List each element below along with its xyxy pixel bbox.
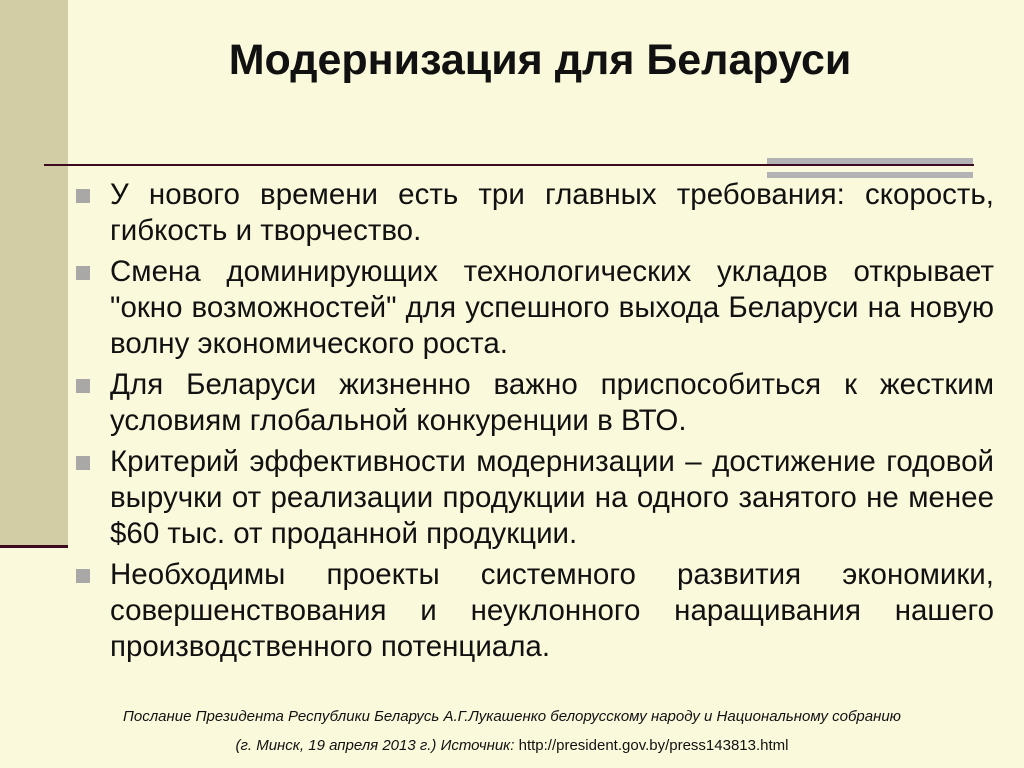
bullet-item: [72, 367, 994, 439]
bullet-text: Для Беларуси жизненно важно приспособиться к жестким условиям глобальной конкуренции в ВТО.: [110, 368, 994, 437]
footer-citation-prefix: (г. Минск, 19 апреля 2013 г.) Источник:: [235, 737, 515, 754]
bullet-text: Смена доминирующих технологических укладов открывает "окно возможностей" для успешного выхода Беларуси на новую волну экономического роста.: [110, 255, 994, 360]
bullet-item: [72, 557, 994, 665]
bullet-item: [72, 444, 994, 552]
square-bullet-icon: [76, 456, 90, 470]
bullet-item: [72, 254, 994, 362]
footer-citation: [0, 737, 1024, 754]
source-link[interactable]: http://president.gov.by/press143813.html: [518, 737, 789, 754]
bullet-text: Критерий эффективности модернизации – достижение годовой выручки от реализации продукции на одного занятого не менее $60 тыс. от проданной продукции.: [110, 445, 994, 550]
square-bullet-icon: [76, 379, 90, 393]
bullet-item: [72, 177, 994, 249]
left-decor-band: [0, 0, 68, 547]
slide-title: Модернизация для Беларуси: [228, 36, 852, 84]
square-bullet-icon: [76, 189, 90, 203]
footer-source-line: Послание Президента Республики Беларусь А.Г.Лукашенко белорусскому народу и Национальному собранию: [123, 708, 901, 725]
title-divider-line: [44, 164, 974, 166]
bullet-text: У нового времени есть три главных требования: скорость, гибкость и творчество.: [110, 178, 994, 247]
bullet-text: Необходимы проекты системного развития экономики, совершенствования и неуклонного наращивания нашего производственного потенциала.: [110, 558, 994, 663]
square-bullet-icon: [76, 569, 90, 583]
square-bullet-icon: [76, 266, 90, 280]
left-band-underline: [0, 545, 68, 548]
bullet-list: [72, 177, 994, 670]
